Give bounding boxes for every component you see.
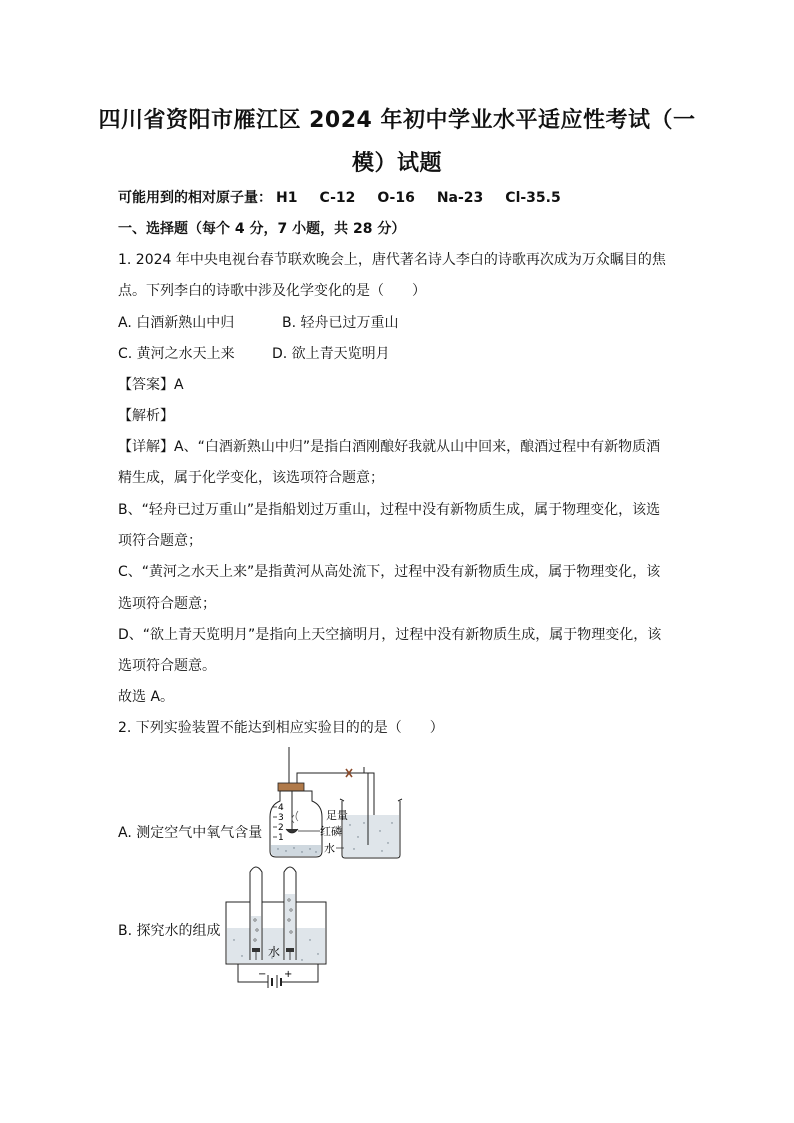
positive-terminal: + xyxy=(284,969,293,980)
atomic-mass-o: O-16 xyxy=(377,190,415,206)
atomic-mass-cl: Cl-35.5 xyxy=(505,190,561,206)
q1-detail-a-line-1: 【详解】A、“白酒新熟山中归”是指白酒刚酿好我就从山中回来，酿酒过程中有新物质酒 xyxy=(118,439,661,455)
q2-option-a-label: A. 测定空气中氧气含量 xyxy=(118,825,263,841)
q1-analysis-heading: 【解析】 xyxy=(118,408,174,424)
q1-stem-line-1: 1. 2024 年中央电视台春节联欢晚会上，唐代著名诗人李白的诗歌再次成为万众瞩目的焦 xyxy=(118,252,666,268)
q1-detail-d-line-1: D、“欲上青天览明月”是指向上天空摘明月，过程中没有新物质生成，属于物理变化，该 xyxy=(118,627,662,643)
q1-conclusion: 故选 A。 xyxy=(118,689,175,705)
negative-terminal: − xyxy=(258,969,267,980)
q1-detail-b-line-1: B、“轻舟已过万重山”是指船划过万重山，过程中没有新物质生成，属于物理变化，该选 xyxy=(118,502,661,518)
scale-mark-3: 3 xyxy=(278,813,284,823)
q1-option-b: B. 轻舟已过万重山 xyxy=(282,315,399,331)
title-line-1: 四川省资阳市雁江区 2024 年初中学业水平适应性考试（一 xyxy=(98,108,696,133)
label-sufficient: 足量 xyxy=(326,809,348,822)
cathode xyxy=(252,948,260,952)
title-line-2: 模）试题 xyxy=(351,151,442,176)
q1-option-a: A. 白酒新熟山中归 xyxy=(118,315,235,331)
scale-mark-4: 4 xyxy=(278,803,284,813)
electrolysis-diagram xyxy=(222,860,332,988)
anode xyxy=(286,948,294,952)
oxygen-apparatus-diagram xyxy=(264,745,414,860)
scale-mark-2: 2 xyxy=(278,823,284,833)
q1-detail-d-line-2: 选项符合题意。 xyxy=(118,658,216,674)
atomic-mass-na: Na-23 xyxy=(436,190,484,206)
q1-detail-a-line-2: 精生成，属于化学变化，该选项符合题意； xyxy=(118,470,384,486)
q1-option-c: C. 黄河之水天上来 xyxy=(118,346,235,362)
section-heading: 一、选择题（每个 4 分，7 小题，共 28 分） xyxy=(118,221,406,237)
atomic-mass-h: H1 xyxy=(276,190,298,206)
scale-mark-1: 1 xyxy=(278,833,284,843)
q1-detail-c-line-2: 选项符合题意； xyxy=(118,596,216,612)
label-water-a: 水 xyxy=(324,842,335,855)
atomic-mass-label: 可能用到的相对原子量： xyxy=(118,190,272,206)
label-water-b: 水 xyxy=(268,945,281,959)
stopper xyxy=(278,783,304,791)
q1-detail-b-line-2: 项符合题意； xyxy=(118,533,202,549)
q1-detail-c-line-1: C、“黄河之水天上来”是指黄河从高处流下，过程中没有新物质生成，属于物理变化，该 xyxy=(118,564,661,580)
q1-option-d: D. 欲上青天览明月 xyxy=(272,346,390,362)
q1-answer: 【答案】A xyxy=(118,377,184,393)
atomic-mass-line xyxy=(118,187,583,207)
q2-option-b-label: B. 探究水的组成 xyxy=(118,923,221,939)
q1-stem-line-2: 点。下列李白的诗歌中涉及化学变化的是（ ） xyxy=(118,283,426,299)
label-red-phosphorus: 红磷 xyxy=(320,825,342,838)
q2-stem: 2. 下列实验装置不能达到相应实验目的的是（ ） xyxy=(118,720,444,736)
atomic-mass-c: C-12 xyxy=(319,190,356,206)
